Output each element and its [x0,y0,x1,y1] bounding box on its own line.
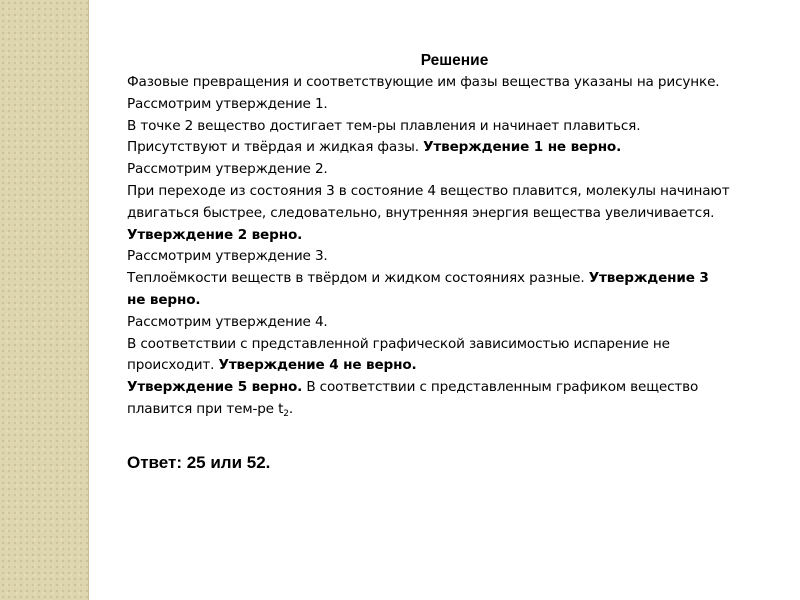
statement-3-verdict-part-2: не верно. [127,291,201,308]
statement-4-verdict: Утверждение 4 не верно. [218,357,417,374]
statement-3-title: Рассмотрим утверждение 3. [127,248,328,265]
statement-2-verdict: Утверждение 2 верно. [127,226,303,243]
answer-line: Ответ: 25 или 52. [127,453,271,472]
solution-text-block [127,50,772,421]
statement-4-title: Рассмотрим утверждение 4. [127,313,328,330]
statement-2-line-1: При переходе из состояния 3 в состояние 4 вещество плавится, молекулы начинают [127,182,730,199]
statement-1-title: Рассмотрим утверждение 1. [127,95,328,112]
statement-5-verdict: Утверждение 5 верно. [127,379,303,396]
statement-3-verdict-part-1: Утверждение 3 [588,270,709,287]
statement-1-line-2 [127,137,772,159]
statement-1-text: Присутствуют и твёрдая и жидкая фазы. [127,139,419,156]
statement-2-title: Рассмотрим утверждение 2. [127,161,328,178]
statement-1-verdict: Утверждение 1 не верно. [423,139,622,156]
statement-1-line-1: В точке 2 вещество достигает тем-ры плавления и начинает плавиться. [127,117,641,134]
temperature-subscript: 2 [283,408,289,419]
side-strip-border [88,0,89,600]
statement-4-text: происходит. [127,357,215,374]
statement-5-line-2 [127,399,772,421]
decorative-side-strip [0,0,88,600]
intro-line: Фазовые превращения и соответствующие им фазы вещества указаны на рисунке. [127,74,720,90]
statement-5-text-2: плавится при тем-ре t [127,400,284,417]
statement-5-line-1 [127,377,772,399]
statement-5-period: . [288,400,294,417]
statement-2-line-2: двигаться быстрее, следовательно, внутренняя энергия вещества увеличивается. [127,204,715,221]
solution-heading: Решение [420,52,489,69]
statement-3-line-1 [127,268,772,290]
statement-3-text: Теплоёмкости веществ в твёрдом и жидком состояниях разные. [127,270,585,287]
statement-5-text: В соответствии с представленным графиком вещество [306,379,699,396]
statement-4-line-1: В соответствии с представленной графической зависимостью испарение не [127,335,670,352]
statement-4-line-2 [127,355,772,377]
